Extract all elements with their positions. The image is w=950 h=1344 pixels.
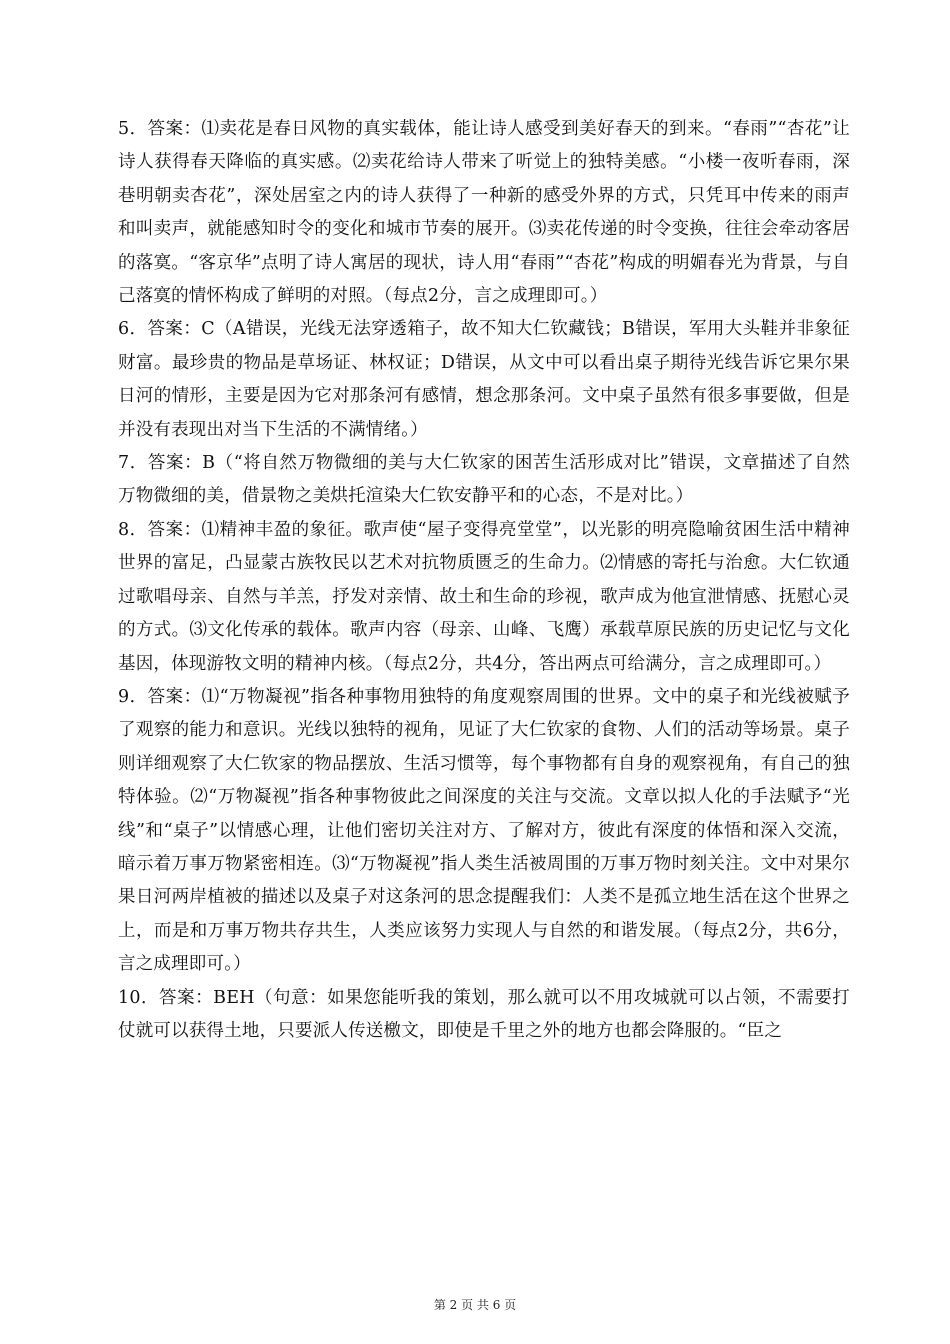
answer-7: 7．答案：B（“将自然万物微细的美与大仁钦家的困苦生活形成对比”错误，文章描述了自然万物微细的美，借景物之美烘托渲染大仁钦安静平和的心态，不是对比。）: [118, 453, 850, 507]
answer-9: 9．答案：⑴“万物凝视”指各种事物用独特的角度观察周围的世界。文中的桌子和光线被赋予了观察的能力和意识。光线以独特的视角，见证了大仁钦家的食物、人们的活动等场景。桌子则详细观察了大仁钦家的物品摆放、生活习惯等，每个事物都有自身的观察视角，有自己的独特体验。⑵“万物凝视”指各种事物彼此之间深度的关注与交流。文章以拟人化的手法赋予“光线”和“桌子”以情感心理，让他们密切关注对方、了解对方，彼此有深度的体悟和深入交流，暗示着万事万物紧密相连。⑶“万物凝视”指人类生活被周围的万事万物时刻关注。文中对果尔果日河两岸植被的描述以及桌子对这条河的思念提醒我们：人类不是孤立地生活在这个世界之上，而是和万事万物共存共生，人类应该努力实现人与自然的和谐发展。（每点2分，共6分，言之成理即可。）: [118, 686, 850, 975]
answer-8: 8．答案：⑴精神丰盈的象征。歌声使“屋子变得亮堂堂”，以光影的明亮隐喻贫困生活中精神世界的富足，凸显蒙古族牧民以艺术对抗物质匮乏的生命力。⑵情感的寄托与治愈。大仁钦通过歌唱母亲、自然与羊羔，抒发对亲情、故土和生命的珍视，歌声成为他宣泄情感、抚慰心灵的方式。⑶文化传承的载体。歌声内容（母亲、山峰、飞鹰）承载草原民族的历史记忆与文化基因，体现游牧文明的精神内核。（每点2分，共4分，答出两点可给满分，言之成理即可。）: [118, 519, 850, 674]
answer-list: [118, 113, 850, 1048]
answer-10: 10．答案：BEH（句意：如果您能听我的策划，那么就可以不用攻城就可以占领，不需要打仗就可以获得土地，只要派人传送檄文，即使是千里之外的地方也都会降服的。“臣之: [118, 987, 850, 1041]
answer-6: 6．答案：C（A错误，光线无法穿透箱子，故不知大仁钦藏钱；B错误，军用大头鞋并非象征财富。最珍贵的物品是草场证、林权证；D错误，从文中可以看出桌子期待光线告诉它果尔果日河的情形，主要是因为它对那条河有感情，想念那条河。文中桌子虽然有很多事要做，但是并没有表现出对当下生活的不满情绪。）: [118, 319, 850, 440]
page-footer: 第 2 页 共 6 页: [433, 1298, 517, 1312]
answer-5: 5．答案：⑴卖花是春日风物的真实载体，能让诗人感受到美好春天的到来。“春雨”“杏花”让诗人获得春天降临的真实感。⑵卖花给诗人带来了听觉上的独特美感。“小楼一夜听春雨，深巷明朝卖杏花”，深处居室之内的诗人获得了一种新的感受外界的方式，只凭耳中传来的雨声和叫卖声，就能感知时令的变化和城市节奏的展开。⑶卖花传递的时令变换，往往会牵动客居的落寞。“客京华”点明了诗人寓居的现状，诗人用“春雨”“杏花”构成的明媚春光为背景，与自己落寞的情怀构成了鲜明的对照。（每点2分，言之成理即可。）: [118, 119, 850, 307]
